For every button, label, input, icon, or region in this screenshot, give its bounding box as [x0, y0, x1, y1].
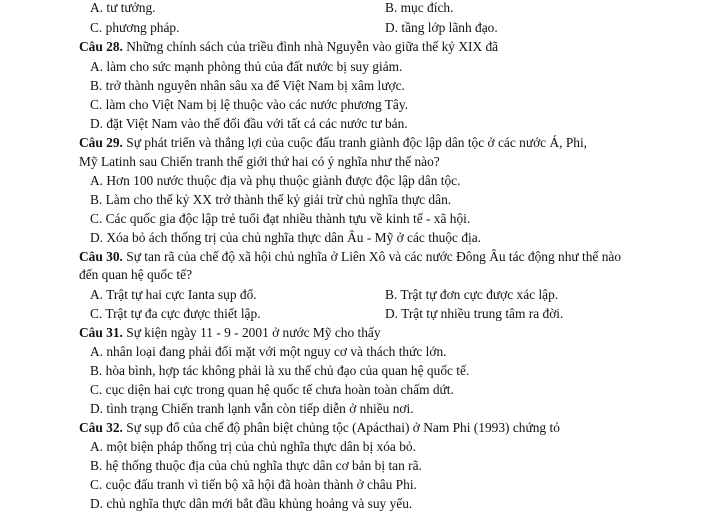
question-number: Câu 30.	[79, 249, 123, 264]
option-b-top: B. mục đích.	[385, 0, 454, 15]
q32-option-d: D. chủ nghĩa thực dân mới bắt đầu khủng hoảng và suy yếu.	[90, 496, 413, 511]
option-c-top: C. phương pháp.	[90, 20, 180, 35]
question-30	[79, 248, 621, 266]
question-29-cont: Mỹ Latinh sau Chiến tranh thế giới thứ hai có ý nghĩa như thế nào?	[79, 154, 440, 169]
q29-option-a: A. Hơn 100 nước thuộc địa và phụ thuộc giành được độc lập dân tộc.	[90, 173, 461, 188]
q30-option-c: C. Trật tự đa cực được thiết lập.	[90, 306, 261, 321]
question-number: Câu 29.	[79, 135, 123, 150]
q28-option-b: B. trở thành nguyên nhân sâu xa để Việt Nam bị xâm lược.	[90, 78, 405, 93]
q30-option-b: B. Trật tự đơn cực được xác lập.	[385, 287, 559, 302]
question-28	[79, 38, 498, 56]
question-29	[79, 134, 587, 152]
q31-option-c: C. cục diện hai cực trong quan hệ quốc tế chưa hoàn toàn chấm dứt.	[90, 382, 454, 397]
question-text: Sự sụp đổ của chế độ phân biệt chủng tộc (Apácthai) ở Nam Phi (1993) chứng tỏ	[122, 420, 560, 435]
q32-option-c: C. cuộc đấu tranh vì tiến bộ xã hội đã hoàn thành ở châu Phi.	[90, 477, 417, 492]
q29-option-b: B. Làm cho thế kỷ XX trở thành thế kỷ giải trừ chủ nghĩa thực dân.	[90, 192, 452, 207]
question-text: Những chính sách của triều đình nhà Nguyễn vào giữa thế kỷ XIX đã	[122, 39, 499, 54]
question-number: Câu 28.	[79, 39, 123, 54]
option-d-top: D. tầng lớp lãnh đạo.	[385, 20, 498, 35]
q32-option-b: B. hệ thống thuộc địa của chủ nghĩa thực dân cơ bản bị tan rã.	[90, 458, 422, 473]
q29-option-d: D. Xóa bỏ ách thống trị của chủ nghĩa thực dân Âu - Mỹ ở các thuộc địa.	[90, 230, 482, 245]
q31-option-b: B. hòa bình, hợp tác không phải là xu thế chủ đạo của quan hệ quốc tế.	[90, 363, 470, 378]
q28-option-a: A. làm cho sức mạnh phòng thủ của đất nước bị suy giảm.	[90, 59, 403, 74]
q28-option-d: D. đặt Việt Nam vào thế đối đầu với tất cả các nước tư bản.	[90, 116, 408, 131]
q30-option-a: A. Trật tự hai cực Ianta sụp đổ.	[90, 287, 257, 302]
question-text: Sự phát triển và thắng lợi của cuộc đấu tranh giành độc lập dân tộc ở các nước Á, Phi,	[122, 135, 588, 150]
question-text: Sự kiện ngày 11 - 9 - 2001 ở nước Mỹ cho thấy	[122, 325, 381, 340]
question-text: Sự tan rã của chế độ xã hội chủ nghĩa ở Liên Xô và các nước Đông Âu tác động như thế nào	[122, 249, 622, 264]
question-31	[79, 324, 381, 342]
q31-option-d: D. tình trạng Chiến tranh lạnh vẫn còn tiếp diễn ở nhiều nơi.	[90, 401, 414, 416]
question-32	[79, 419, 560, 437]
question-number: Câu 31.	[79, 325, 123, 340]
q30-option-d: D. Trật tự nhiều trung tâm ra đời.	[385, 306, 564, 321]
question-number: Câu 32.	[79, 420, 123, 435]
q28-option-c: C. làm cho Việt Nam bị lệ thuộc vào các nước phương Tây.	[90, 97, 409, 112]
q32-option-a: A. một biện pháp thống trị của chủ nghĩa thực dân bị xóa bỏ.	[90, 439, 416, 454]
option-a-top: A. tư tưởng.	[90, 0, 156, 15]
q31-option-a: A. nhân loại đang phải đối mặt với một nguy cơ và thách thức lớn.	[90, 344, 447, 359]
q29-option-c: C. Các quốc gia độc lập trẻ tuổi đạt nhiều thành tựu về kinh tế - xã hội.	[90, 211, 471, 226]
question-30-cont: đến quan hệ quốc tế?	[79, 267, 193, 282]
